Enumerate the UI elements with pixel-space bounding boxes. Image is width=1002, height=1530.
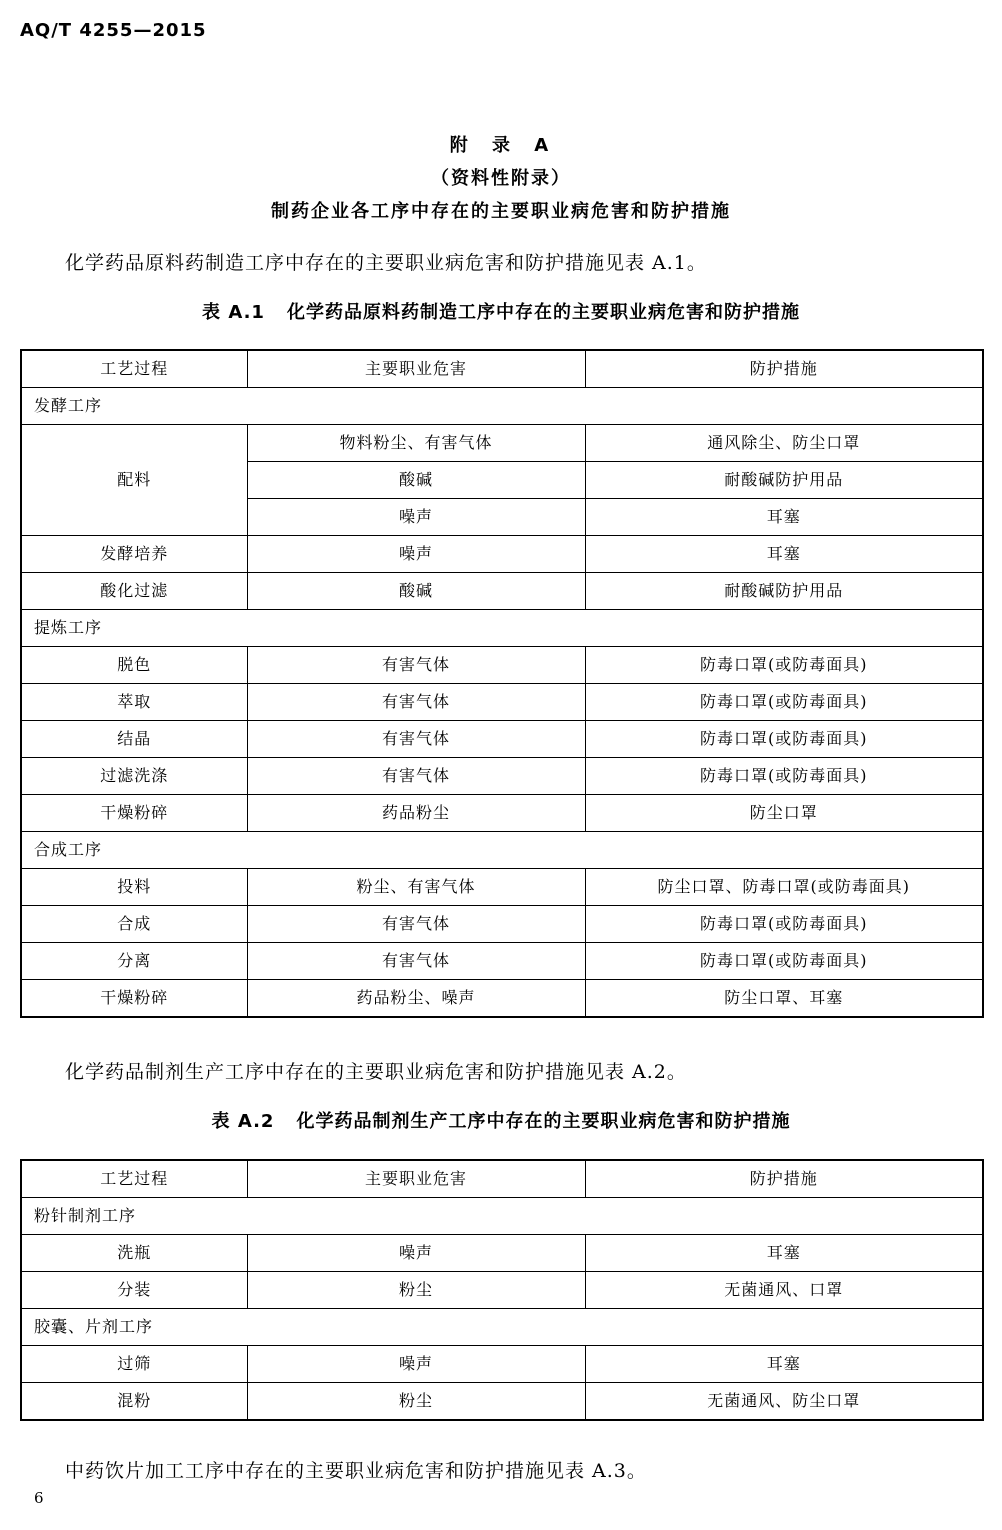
process-cell: 干燥粉碎 [21, 980, 247, 1018]
section-row [21, 388, 983, 425]
table-row [21, 1272, 983, 1309]
table-a1 [20, 349, 984, 1018]
process-cell: 投料 [21, 869, 247, 906]
process-cell: 分装 [21, 1272, 247, 1309]
table-row [21, 943, 983, 980]
standard-code: AQ/T 4255—2015 [20, 20, 207, 41]
measure-cell: 防毒口罩(或防毒面具) [585, 906, 983, 943]
table-row [21, 906, 983, 943]
table-row [21, 684, 983, 721]
intro-paragraph-table-a1: 化学药品原料药制造工序中存在的主要职业病危害和防护措施见表 A.1。 [65, 252, 707, 274]
measure-cell: 防毒口罩(或防毒面具) [585, 758, 983, 795]
measure-cell: 防尘口罩、防毒口罩(或防毒面具) [585, 869, 983, 906]
measure-cell: 耳塞 [585, 1346, 983, 1383]
section-row [21, 1198, 983, 1235]
header-process: 工艺过程 [21, 1160, 247, 1198]
header-measure: 防护措施 [585, 1160, 983, 1198]
measure-cell: 防尘口罩 [585, 795, 983, 832]
hazard-cell: 酸碱 [247, 462, 585, 499]
process-cell: 酸化过滤 [21, 573, 247, 610]
hazard-cell: 噪声 [247, 536, 585, 573]
table-header-row [21, 1160, 983, 1198]
process-cell: 干燥粉碎 [21, 795, 247, 832]
measure-cell: 防尘口罩、耳塞 [585, 980, 983, 1018]
section-name: 合成工序 [21, 832, 983, 869]
table-row [21, 647, 983, 684]
header-hazard: 主要职业危害 [247, 350, 585, 388]
table-row [21, 573, 983, 610]
process-cell: 混粉 [21, 1383, 247, 1421]
intro-paragraph-table-a3: 中药饮片加工工序中存在的主要职业病危害和防护措施见表 A.3。 [65, 1460, 647, 1482]
table-row [21, 1383, 983, 1421]
table-a1-caption-number: 表 A.1 [202, 302, 265, 323]
table-row [21, 425, 983, 462]
header-hazard: 主要职业危害 [247, 1160, 585, 1198]
table-row [21, 980, 983, 1018]
measure-cell: 防毒口罩(或防毒面具) [585, 721, 983, 758]
header-process: 工艺过程 [21, 350, 247, 388]
hazard-cell: 酸碱 [247, 573, 585, 610]
hazard-cell: 有害气体 [247, 647, 585, 684]
table-a2-caption-number: 表 A.2 [211, 1111, 275, 1132]
table-row [21, 758, 983, 795]
hazard-cell: 物料粉尘、有害气体 [247, 425, 585, 462]
process-cell: 洗瓶 [21, 1235, 247, 1272]
table-row [21, 1235, 983, 1272]
section-name: 提炼工序 [21, 610, 983, 647]
table-row [21, 536, 983, 573]
hazard-cell: 有害气体 [247, 906, 585, 943]
hazard-cell: 噪声 [247, 499, 585, 536]
header-measure: 防护措施 [585, 350, 983, 388]
process-cell: 发酵培养 [21, 536, 247, 573]
measure-cell: 耐酸碱防护用品 [585, 573, 983, 610]
table-row [21, 869, 983, 906]
hazard-cell: 粉尘、有害气体 [247, 869, 585, 906]
hazard-cell: 有害气体 [247, 684, 585, 721]
process-cell: 脱色 [21, 647, 247, 684]
intro-paragraph-table-a2: 化学药品制剂生产工序中存在的主要职业病危害和防护措施见表 A.2。 [65, 1061, 687, 1083]
measure-cell: 防毒口罩(或防毒面具) [585, 943, 983, 980]
appendix-title: 附 录 A [449, 135, 553, 156]
measure-cell: 耐酸碱防护用品 [585, 462, 983, 499]
hazard-cell: 粉尘 [247, 1272, 585, 1309]
appendix-type: （资料性附录） [431, 168, 571, 189]
hazard-cell: 噪声 [247, 1235, 585, 1272]
process-cell: 萃取 [21, 684, 247, 721]
measure-cell: 防毒口罩(或防毒面具) [585, 684, 983, 721]
process-cell: 过筛 [21, 1346, 247, 1383]
measure-cell: 无菌通风、口罩 [585, 1272, 983, 1309]
measure-cell: 通风除尘、防尘口罩 [585, 425, 983, 462]
table-a1-caption [0, 298, 1002, 324]
process-cell: 分离 [21, 943, 247, 980]
appendix-name: 制药企业各工序中存在的主要职业病危害和防护措施 [271, 201, 731, 222]
process-cell: 过滤洗涤 [21, 758, 247, 795]
hazard-cell: 药品粉尘 [247, 795, 585, 832]
table-a2 [20, 1159, 984, 1421]
table-header-row [21, 350, 983, 388]
section-name: 粉针制剂工序 [21, 1198, 983, 1235]
process-cell: 结晶 [21, 721, 247, 758]
table-a2-caption [0, 1107, 1002, 1133]
hazard-cell: 噪声 [247, 1346, 585, 1383]
section-row [21, 832, 983, 869]
hazard-cell: 有害气体 [247, 758, 585, 795]
measure-cell: 耳塞 [585, 536, 983, 573]
table-row [21, 1346, 983, 1383]
table-row [21, 721, 983, 758]
hazard-cell: 有害气体 [247, 721, 585, 758]
table-row [21, 795, 983, 832]
section-row [21, 1309, 983, 1346]
hazard-cell: 粉尘 [247, 1383, 585, 1421]
section-name: 发酵工序 [21, 388, 983, 425]
measure-cell: 耳塞 [585, 1235, 983, 1272]
process-cell: 合成 [21, 906, 247, 943]
hazard-cell: 药品粉尘、噪声 [247, 980, 585, 1018]
process-cell: 配料 [21, 425, 247, 536]
hazard-cell: 有害气体 [247, 943, 585, 980]
table-a1-caption-title: 化学药品原料药制造工序中存在的主要职业病危害和防护措施 [286, 302, 800, 323]
section-name: 胶囊、片剂工序 [21, 1309, 983, 1346]
section-row [21, 610, 983, 647]
table-a2-caption-title: 化学药品制剂生产工序中存在的主要职业病危害和防护措施 [296, 1111, 791, 1132]
measure-cell: 防毒口罩(或防毒面具) [585, 647, 983, 684]
page-number: 6 [34, 1489, 44, 1507]
measure-cell: 耳塞 [585, 499, 983, 536]
measure-cell: 无菌通风、防尘口罩 [585, 1383, 983, 1421]
